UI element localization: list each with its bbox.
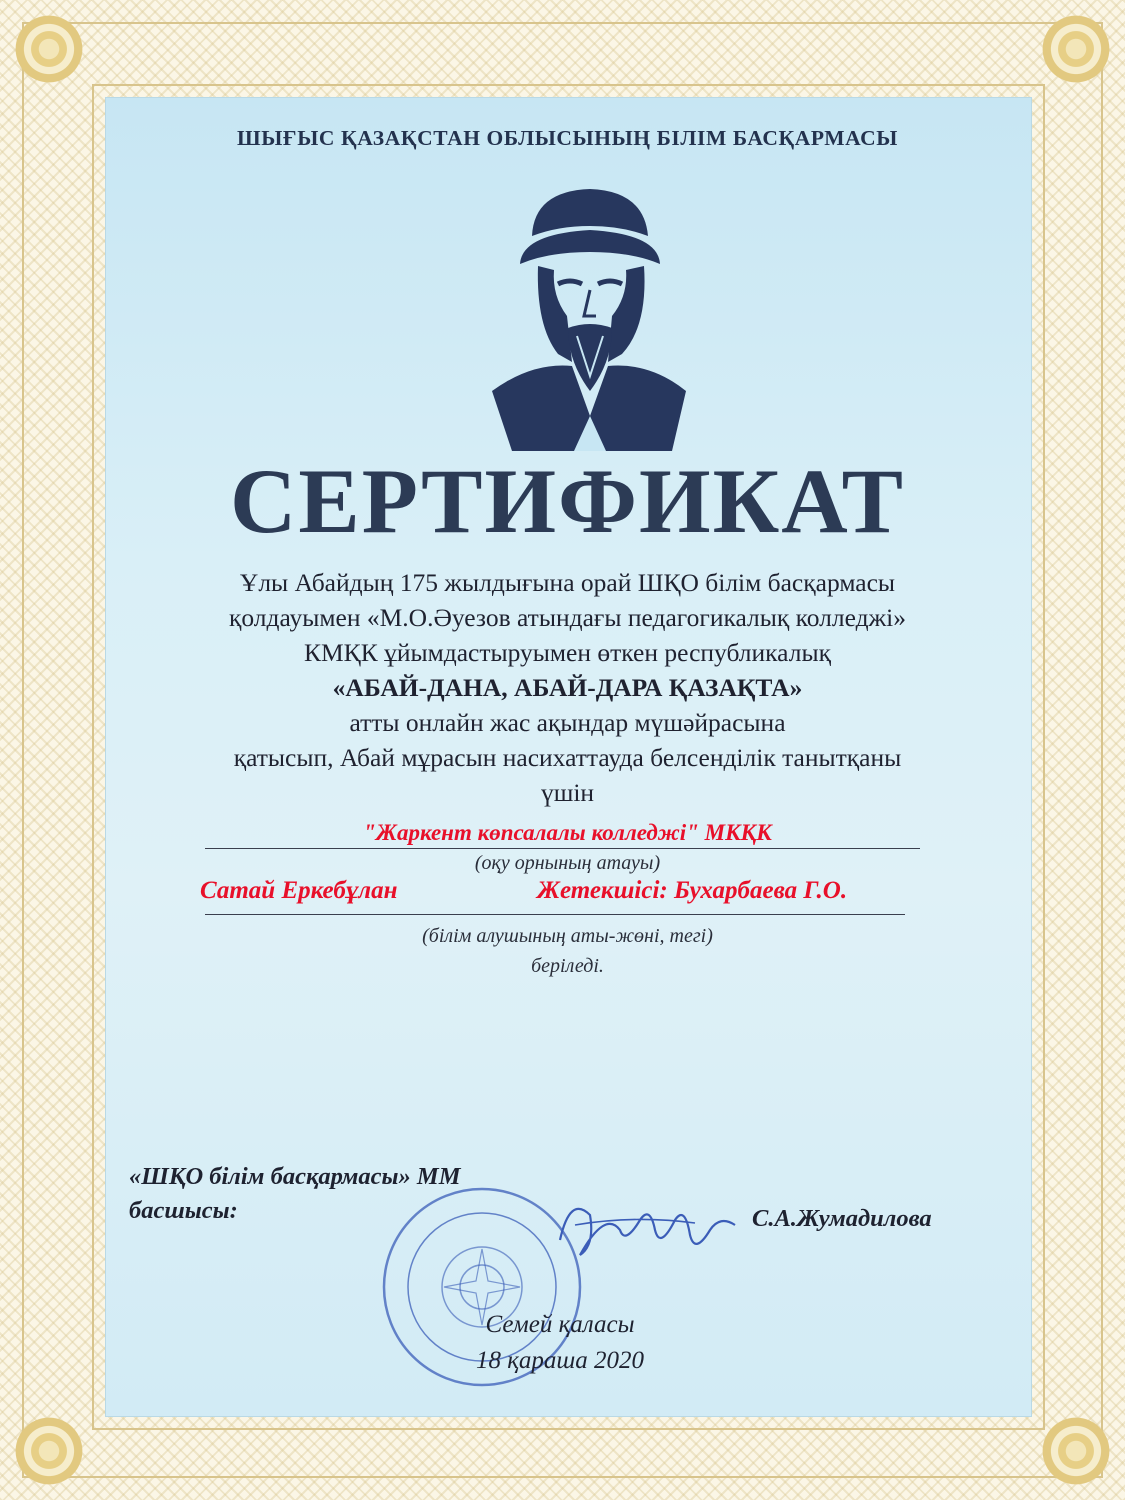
issuing-organization: ШЫҒЫС ҚАЗАҚСТАН ОБЛЫСЫНЫҢ БІЛІМ БАСҚАРМАСЫ <box>237 126 898 150</box>
student-hint: (білім алушының аты-жөні, тегі) <box>422 925 713 947</box>
corner-ornament-bottom-right <box>1037 1412 1115 1490</box>
body-line: қатысып, Абай мұрасын насихаттауда белсенділік танытқаны <box>233 743 902 772</box>
signatory-role: басшысы: <box>129 1197 238 1224</box>
student-name: Сатай Еркебұлан <box>200 877 398 904</box>
corner-ornament-top-left <box>10 10 88 88</box>
issue-city: Семей қаласы <box>485 1311 635 1338</box>
abai-portrait-emblem <box>472 186 702 451</box>
corner-ornament-top-right <box>1037 10 1115 88</box>
student-underline <box>205 914 905 915</box>
body-line: КМҚК ұйымдастыруымен өткен республикалық <box>304 638 831 667</box>
certificate-body <box>105 565 1030 810</box>
body-line: Ұлы Абайдың 175 жылдығына орай ШҚО білім басқармасы <box>239 568 896 597</box>
signatory-name: С.А.Жумадилова <box>752 1205 932 1232</box>
institution-name: "Жаркент көпсалалы колледжі" МКҚК <box>363 820 772 845</box>
handwritten-signature <box>545 1185 745 1275</box>
supervisor-name: Жетекшісі: Бухарбаева Г.О. <box>537 877 848 904</box>
issue-place-date <box>440 1307 680 1379</box>
body-line: үшін <box>540 778 595 807</box>
body-line: қолдауымен «М.О.Әуезов атындағы педагогикалық колледжі» <box>229 603 906 632</box>
body-line: атты онлайн жас ақындар мүшәйрасына <box>349 708 786 737</box>
issue-date: 18 қараша 2020 <box>475 1347 645 1374</box>
corner-ornament-bottom-left <box>10 1412 88 1490</box>
signatory-organization <box>129 1160 461 1228</box>
institution-hint: (оқу орнының атауы) <box>474 852 661 874</box>
signatory-org-line: «ШҚО білім басқармасы» ММ <box>129 1163 461 1190</box>
given-text: беріледі. <box>531 955 604 977</box>
institution-underline <box>205 848 920 849</box>
certificate-title: СЕРТИФИКАТ <box>229 450 906 552</box>
event-name: «АБАЙ-ДАНА, АБАЙ-ДАРА ҚАЗАҚТА» <box>332 673 803 702</box>
